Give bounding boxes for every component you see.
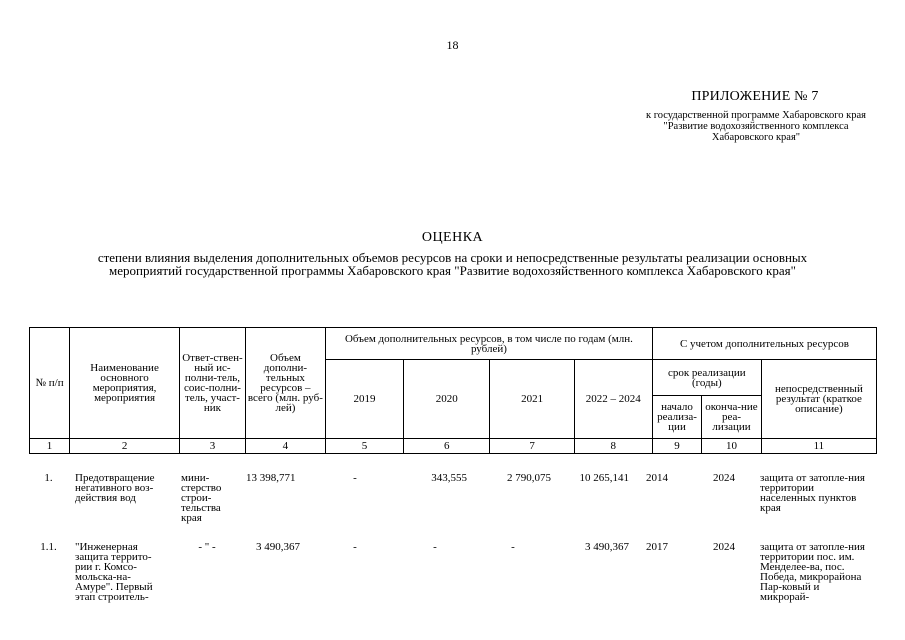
header-2022-2024: 2022 – 2024 [574, 360, 652, 439]
column-number: 8 [574, 439, 652, 454]
row-2021: 2 790,075 [507, 472, 551, 484]
row-result: защита от затопле-ния территории населенных пунктов края [760, 472, 865, 514]
row-2022-2024: 10 265,141 [579, 472, 629, 484]
header-name: Наименование основного мероприятия, мероприятия [70, 328, 180, 439]
table-row [0, 542, 905, 612]
column-number: 1 [30, 439, 70, 454]
header-with-additional: С учетом дополнительных ресурсов [652, 328, 876, 360]
row-start: 2017 [646, 541, 668, 553]
header-2021: 2021 [490, 360, 574, 439]
header-end: оконча-ние реа-лизации [702, 396, 762, 439]
row-2021: - [511, 541, 515, 553]
row-num: 1. [44, 472, 53, 484]
header-period: срок реализации (годы) [652, 360, 761, 396]
row-2022-2024: 3 490,367 [585, 541, 629, 553]
row-total: 13 398,771 [246, 472, 296, 484]
header-start: начало реализа-ции [652, 396, 701, 439]
column-number: 5 [326, 439, 404, 454]
table-row [0, 473, 905, 533]
column-number: 2 [70, 439, 180, 454]
header-2020: 2020 [404, 360, 490, 439]
row-start: 2014 [646, 472, 668, 484]
row-2019: - [353, 541, 357, 553]
row-responsible: - " - [198, 541, 216, 553]
column-number: 6 [404, 439, 490, 454]
header-2019: 2019 [326, 360, 404, 439]
header-responsible: Ответ-ствен-ный ис-полни-тель, соис-полни-тель, участ-ник [180, 328, 246, 439]
assessment-table-header [29, 327, 877, 454]
document-subtitle: степени влияния выделения дополнительных объемов ресурсов на сроки и непосредственные результаты реализации основных мероприятий государственной программы Хабаровского края "Развитие водохозяйственного комплекса Хабаровского края" [97, 250, 808, 278]
row-name: Предотвращение негативного воз-действия вод [75, 472, 155, 504]
row-result: защита от затопле-ния территории пос. им. Менделее-ва, пос. Победа, микрорайона Пар-ковый и микрорай- [760, 541, 865, 603]
column-number: 11 [761, 439, 876, 454]
column-numbers-row [30, 439, 877, 454]
column-number: 9 [652, 439, 701, 454]
row-num: 1.1. [40, 541, 57, 553]
header-num: № п/п [30, 328, 70, 439]
column-number: 4 [245, 439, 325, 454]
row-2019: - [353, 472, 357, 484]
column-number: 7 [490, 439, 574, 454]
appendix-subtitle: к государственной программе Хабаровского края "Развитие водохозяйственного комплекса Хабаровского края" [646, 110, 866, 143]
row-end: 2024 [713, 541, 735, 553]
appendix-title: ПРИЛОЖЕНИЕ № 7 [691, 89, 819, 104]
row-end: 2024 [713, 472, 735, 484]
header-volume: Объем дополни-тельных ресурсов – всего (млн. руб-лей) [245, 328, 325, 439]
row-total: 3 490,367 [256, 541, 300, 553]
header-by-years: Объем дополнительных ресурсов, в том числе по годам (млн. рублей) [326, 328, 653, 360]
row-2020: 343,555 [431, 472, 467, 484]
column-number: 3 [180, 439, 246, 454]
page-number: 18 [446, 38, 459, 52]
row-2020: - [433, 541, 437, 553]
header-result: непосредственный результат (краткое описание) [761, 360, 876, 439]
row-responsible: мини-стерство строи-тельства края [181, 472, 222, 524]
document-title: ОЦЕНКА [421, 230, 484, 245]
row-name: "Инженерная защита террито-рии г. Комсо-мольска-на-Амуре". Первый этап строитель- [75, 541, 153, 603]
column-number: 10 [702, 439, 762, 454]
